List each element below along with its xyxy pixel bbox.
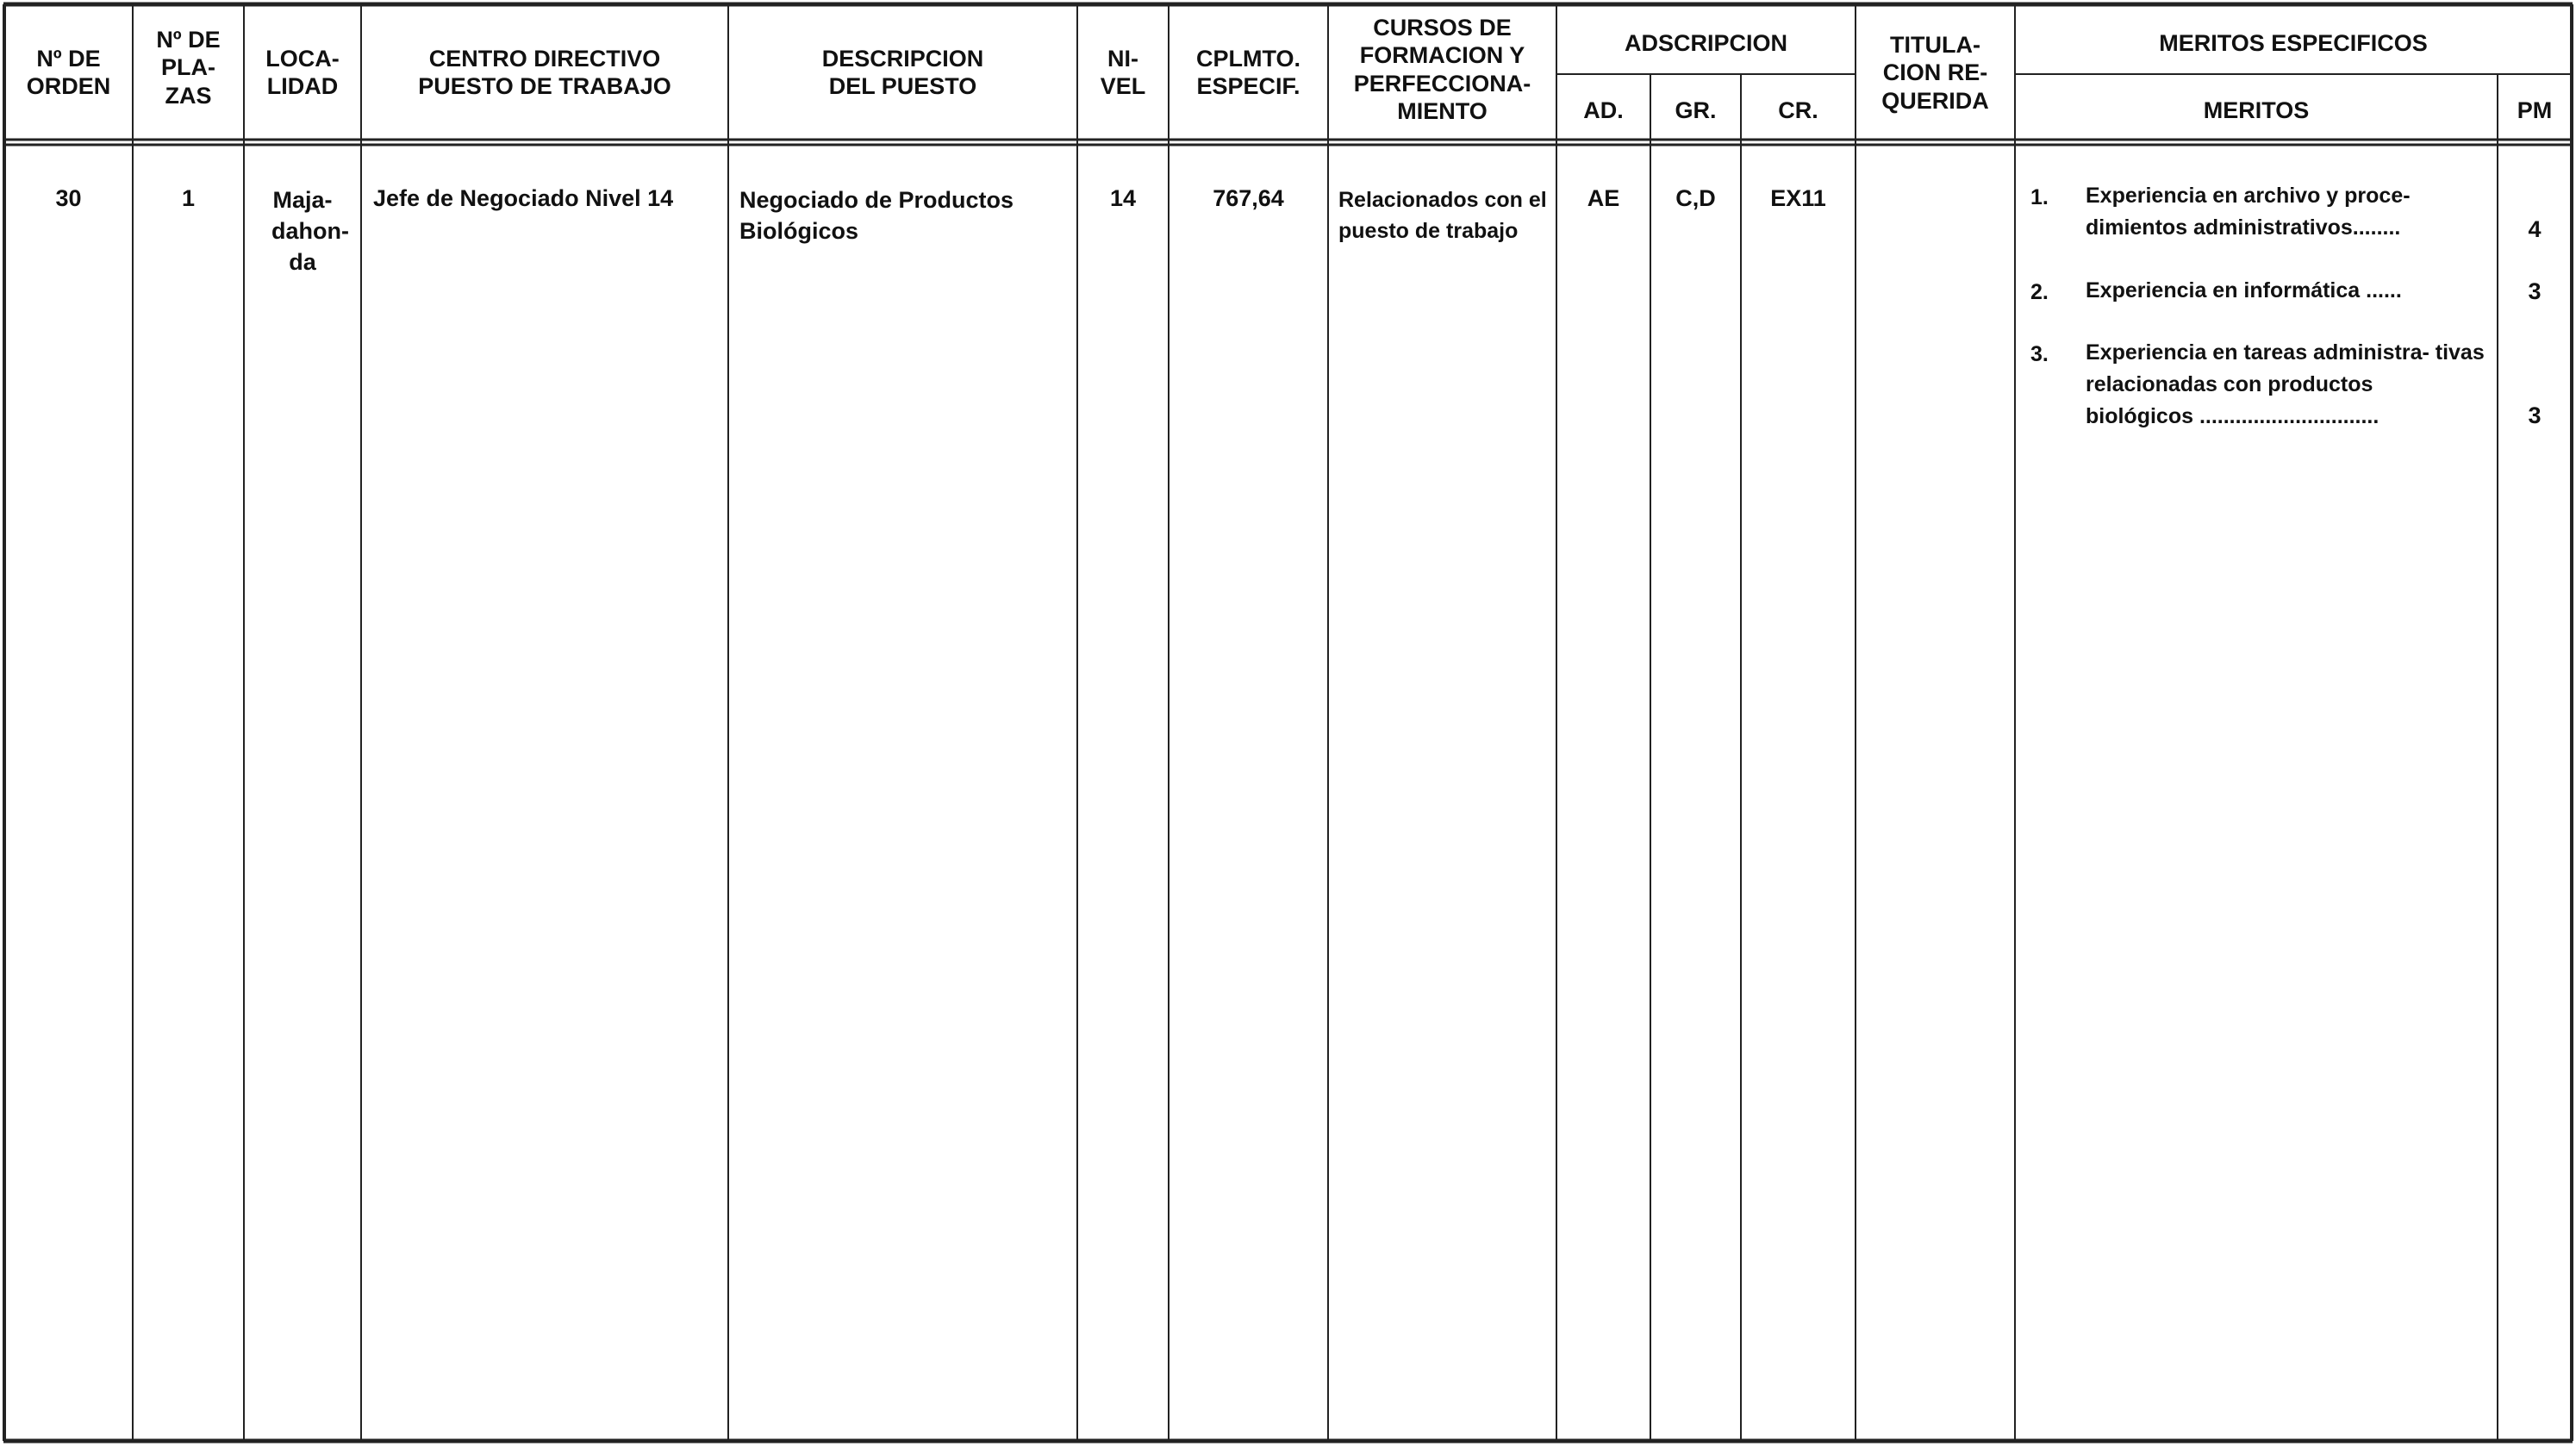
header-titulacion: TITULA- CION RE- QUERIDA [1881,32,1989,114]
merit-pm: 3 [2528,402,2542,428]
cell-n-plazas: 1 [181,185,196,211]
header-n-plazas: Nº DE PLA- ZAS [156,27,221,109]
header-ad: AD. [1583,97,1624,123]
header-descripcion: DESCRIPCION DEL PUESTO [821,46,984,100]
merit-number: 2. [2030,280,2049,304]
cell-ad: AE [1587,185,1620,211]
header-meritos: MERITOS [2203,97,2310,123]
header-adscripcion: ADSCRIPCION [1624,30,1787,56]
header-gr: GR. [1675,97,1717,123]
merit-text: Experiencia en archivo y proce- dimientos administrativos........ [2086,184,2411,240]
cell-centro-directivo: Jefe de Negociado Nivel 14 [373,185,674,211]
cell-n-orden: 30 [55,185,82,211]
cell-localidad: Maja- dahon- da [271,187,349,275]
cell-cplmto: 767,64 [1213,185,1284,211]
header-centro-directivo: CENTRO DIRECTIVO PUESTO DE TRABAJO [418,46,671,100]
header-cplmto: CPLMTO. ESPECIF. [1196,46,1300,100]
merit-pm: 4 [2528,216,2542,242]
header-meritos-especificos: MERITOS ESPECIFICOS [2159,30,2428,56]
cell-gr: C,D [1675,185,1716,211]
cell-descripcion: Negociado de Productos Biológicos [739,187,1014,244]
merit-number: 1. [2030,185,2049,209]
cell-cr: EX11 [1770,185,1826,211]
header-nivel: NI- VEL [1100,46,1146,100]
header-cr: CR. [1778,97,1818,123]
header-cursos: CURSOS DE FORMACION Y PERFECCIONA- MIENTO [1353,15,1531,125]
merit-text: Experiencia en tareas administra- tivas relacionadas con productos biológicos .............................. [2086,340,2485,428]
header-localidad: LOCA- LIDAD [265,46,340,100]
merit-pm: 3 [2528,278,2542,304]
merit-number: 3. [2030,342,2049,366]
header-n-orden: Nº DE ORDEN [26,46,111,100]
cell-cursos: Relacionados con el puesto de trabajo [1338,188,1547,243]
cell-nivel: 14 [1109,185,1137,211]
header-pm: PM [2517,97,2553,123]
merit-text: Experiencia en informática ...... [2086,278,2402,302]
